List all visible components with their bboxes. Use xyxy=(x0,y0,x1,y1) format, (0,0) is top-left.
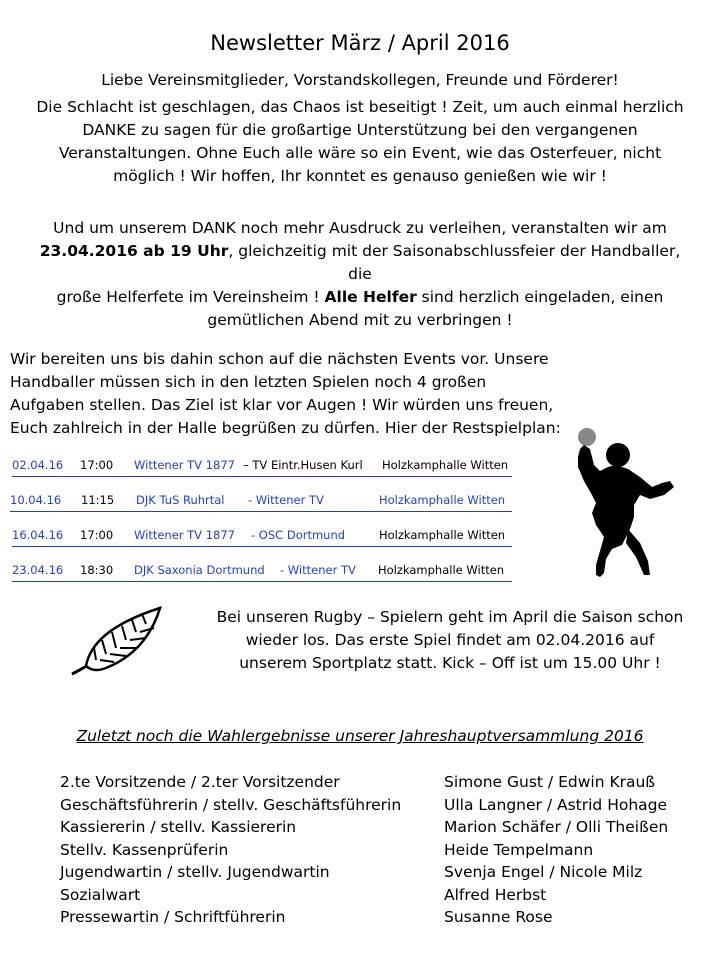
leaf-icon xyxy=(66,604,166,680)
helfer-line-3-start: große Helferfete im Vereinsheim ! xyxy=(56,288,325,306)
elected-names: Alfred Herbst xyxy=(444,885,547,904)
role-label: Geschäftsführerin / stellv. Geschäftsführerin xyxy=(60,795,402,814)
events-line: Aufgaben stellen. Das Ziel ist klar vor Augen ! Wir würden uns freuen, xyxy=(10,396,554,414)
role-label: Stellv. Kassenprüferin xyxy=(60,840,229,859)
election-roles-list xyxy=(60,771,401,929)
greeting: Liebe Vereinsmitglieder, Vorstandskollegen, Freunde und Förderer! xyxy=(101,71,619,89)
match-home: DJK Saxonia Dortmund xyxy=(134,563,265,577)
events-line: Euch zahlreich in der Halle begrüßen zu dürfen. Hier der Restspielplan: xyxy=(10,419,561,437)
helfer-line-3 xyxy=(30,286,690,309)
match-time: 17:00 xyxy=(80,458,114,472)
match-home: Wittener TV 1877 xyxy=(134,528,235,542)
schedule-row[interactable] xyxy=(12,563,512,582)
rugby-line: Bei unseren Rugby – Spielern geht im April die Saison schon xyxy=(216,608,684,626)
match-venue: Holzkamphalle Witten xyxy=(382,458,509,472)
match-venue: Holzkamphalle Witten xyxy=(379,493,506,507)
elected-names: Ulla Langner / Astrid Hohage xyxy=(444,795,668,814)
match-away: - OSC Dortmund xyxy=(251,528,346,542)
newsletter-title: Newsletter März / April 2016 xyxy=(210,31,510,55)
rugby-line: wieder los. Das erste Spiel findet am 02.04.2016 auf xyxy=(245,631,655,649)
match-date: 23.04.16 xyxy=(12,563,64,577)
elected-names: Heide Tempelmann xyxy=(444,840,594,859)
helper-party-paragraph xyxy=(30,217,690,332)
role-label: 2.te Vorsitzende / 2.ter Vorsitzender xyxy=(60,773,340,791)
elected-names: Svenja Engel / Nicole Milz xyxy=(444,863,643,881)
helfer-line-4: gemütlichen Abend mit zu verbringen ! xyxy=(207,311,513,329)
match-away: - Wittener TV xyxy=(248,493,324,507)
helfer-line-2-rest: , gleichzeitig mit der Saisonabschlussfeier der Handballer, die xyxy=(228,242,681,283)
match-home: Wittener TV 1877 xyxy=(134,458,235,472)
match-time: 11:15 xyxy=(81,493,115,507)
party-date: 23.04.2016 ab 19 Uhr xyxy=(39,242,229,260)
elected-names: Simone Gust / Edwin Krauß xyxy=(444,773,656,791)
events-paragraph xyxy=(10,348,570,440)
match-date: 10.04.16 xyxy=(10,493,62,507)
intro-line: Veranstaltungen. Ohne Euch alle wäre so ein Event, wie das Osterfeuer, nicht xyxy=(58,144,662,162)
handball-player-icon xyxy=(570,425,685,585)
rugby-paragraph xyxy=(200,606,700,675)
match-date: 16.04.16 xyxy=(12,528,64,542)
role-label: Sozialwart xyxy=(60,885,141,904)
match-home: DJK TuS Ruhrtal xyxy=(136,493,225,507)
helfer-line-3-end: sind herzlich eingeladen, einen xyxy=(416,288,664,306)
events-line: Handballer müssen sich in den letzten Spielen noch 4 großen xyxy=(10,373,487,391)
intro-line: DANKE zu sagen für die großartige Unterstützung bei den vergangenen xyxy=(82,121,638,139)
elected-names: Marion Schäfer / Olli Theißen xyxy=(444,818,669,836)
match-time: 17:00 xyxy=(80,528,114,542)
role-label: Jugendwartin / stellv. Jugendwartin xyxy=(60,863,330,881)
rugby-line: unserem Sportplatz statt. Kick – Off ist um 15.00 Uhr ! xyxy=(239,654,661,672)
match-away: – TV Eintr.Husen Kurl xyxy=(243,458,363,472)
match-venue: Holzkamphalle Witten xyxy=(379,528,506,542)
elected-names: Susanne Rose xyxy=(444,908,553,926)
helfer-line-2 xyxy=(30,240,690,286)
intro-line: Die Schlacht ist geschlagen, das Chaos ist beseitigt ! Zeit, um auch einmal herzlich xyxy=(36,98,684,116)
election-results-heading: Zuletzt noch die Wahlergebnisse unserer Jahreshauptversammlung 2016 xyxy=(76,727,644,745)
match-date: 02.04.16 xyxy=(12,458,64,472)
match-time: 18:30 xyxy=(80,563,114,577)
intro-paragraph xyxy=(30,96,690,188)
role-label: Pressewartin / Schriftführerin xyxy=(60,908,286,926)
schedule-row[interactable] xyxy=(12,528,512,547)
intro-line: möglich ! Wir hoffen, Ihr konntet es genauso genießen wie wir ! xyxy=(113,167,607,185)
all-helpers-bold: Alle Helfer xyxy=(324,288,417,306)
schedule-row[interactable] xyxy=(12,458,512,477)
match-away: - Wittener TV xyxy=(280,563,356,577)
election-names-list xyxy=(444,771,668,929)
events-line: Wir bereiten uns bis dahin schon auf die nächsten Events vor. Unsere xyxy=(10,350,549,368)
match-venue: Holzkamphalle Witten xyxy=(378,563,505,577)
helfer-line-1: Und um unserem DANK noch mehr Ausdruck zu verleihen, veranstalten wir am xyxy=(53,219,667,237)
schedule-row[interactable] xyxy=(10,493,512,512)
role-label: Kassiererin / stellv. Kassiererin xyxy=(60,818,297,836)
